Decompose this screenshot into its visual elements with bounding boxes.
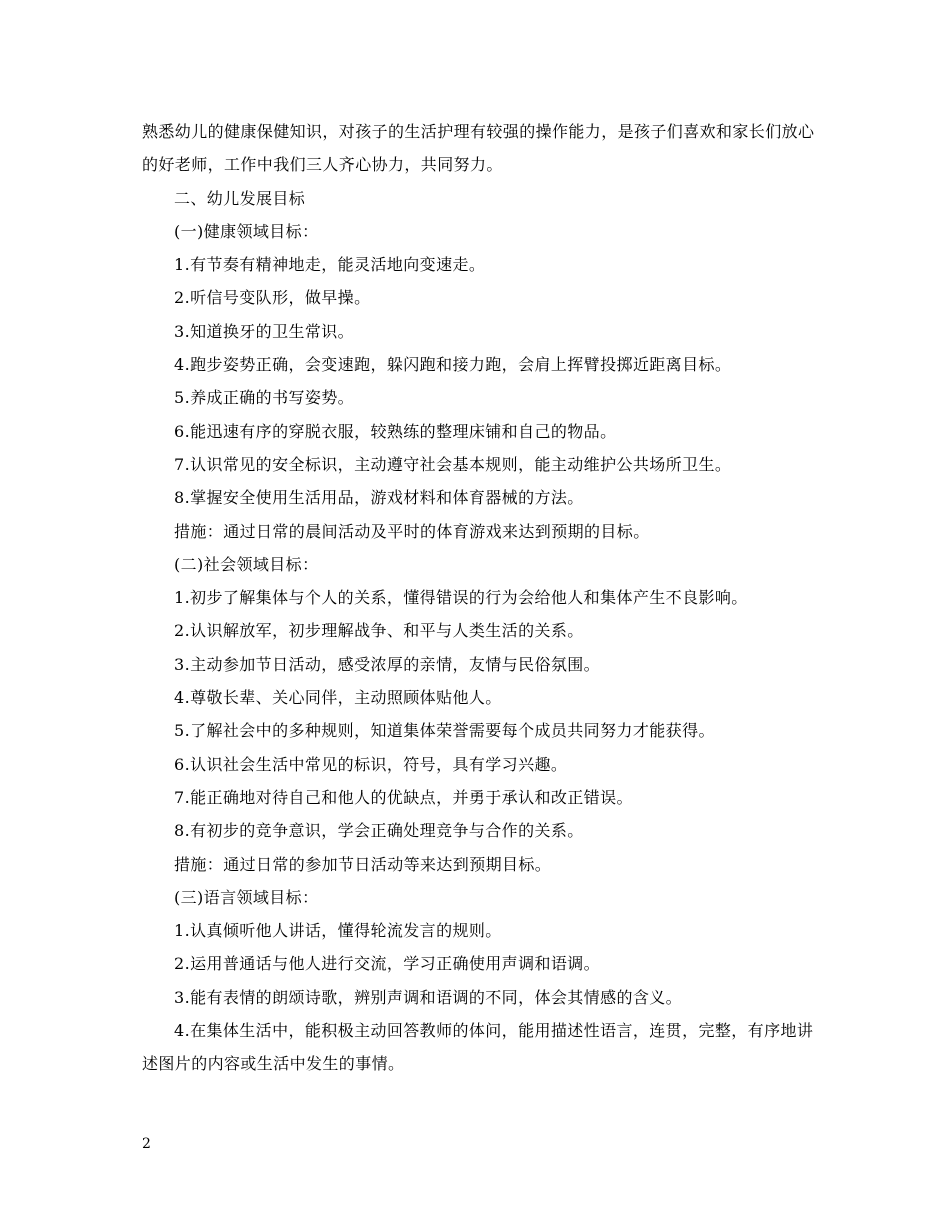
list-item: 1.有节奏有精神地走，能灵活地向变速走。 xyxy=(174,255,486,275)
section-heading: 二、幼儿发展目标 xyxy=(174,188,306,208)
subsection-heading: (三)语言领域目标： xyxy=(174,887,319,907)
list-item: 6.认识社会生活中常见的标识，符号，具有学习兴趣。 xyxy=(174,754,568,774)
subsection-heading: (一)健康领域目标： xyxy=(174,221,319,241)
list-item: 4.尊敬长辈、关心同伴，主动照顾体贴他人。 xyxy=(174,688,502,708)
list-item: 3.知道换牙的卫生常识。 xyxy=(174,321,355,341)
list-item: 7.认识常见的安全标识，主动遵守社会基本规则，能主动维护公共场所卫生。 xyxy=(174,454,732,474)
subsection-heading: (二)社会领域目标： xyxy=(174,554,319,574)
list-item: 2.听信号变队形，做早操。 xyxy=(174,288,371,308)
list-item: 8.有初步的竞争意识，学会正确处理竞争与合作的关系。 xyxy=(174,821,584,841)
list-item: 1.初步了解集体与个人的关系，懂得错误的行为会给他人和集体产生不良影响。 xyxy=(174,588,748,608)
list-item: 8.掌握安全使用生活用品，游戏材料和体育器械的方法。 xyxy=(174,488,584,508)
list-item: 2.认识解放军，初步理解战争、和平与人类生活的关系。 xyxy=(174,621,584,641)
list-item: 4.跑步姿势正确，会变速跑，躲闪跑和接力跑，会肩上挥臂投掷近距离目标。 xyxy=(174,355,732,375)
list-item: 3.能有表情的朗颂诗歌，辨别声调和语调的不同，体会其情感的含义。 xyxy=(174,987,683,1007)
list-item: 5.了解社会中的多种规则，知道集体荣誉需要每个成员共同努力才能获得。 xyxy=(174,721,715,741)
page-number: 2 xyxy=(142,1136,151,1152)
measures-paragraph: 措施：通过日常的晨间活动及平时的体育游戏来达到预期的目标。 xyxy=(174,521,650,541)
list-item: 1.认真倾听他人讲话，懂得轮流发言的规则。 xyxy=(174,921,502,941)
list-item: 5.养成正确的书写姿势。 xyxy=(174,388,355,408)
list-item: 3.主动参加节日活动，感受浓厚的亲情，友情与民俗氛围。 xyxy=(174,654,601,674)
list-item: 4.在集体生活中，能积极主动回答教师的体问，能用描述性语言，连贯，完整，有序地讲述图片的内容或生活中发生的事情。 xyxy=(142,1021,814,1074)
list-item: 7.能正确地对待自己和他人的优缺点，并勇于承认和改正错误。 xyxy=(174,787,633,807)
list-item: 6.能迅速有序的穿脱衣服，较熟练的整理床铺和自己的物品。 xyxy=(174,421,617,441)
measures-paragraph: 措施：通过日常的参加节日活动等来达到预期目标。 xyxy=(174,854,552,874)
document-body xyxy=(142,115,822,1081)
continued-paragraph: 熟悉幼儿的健康保健知识，对孩子的生活护理有较强的操作能力，是孩子们喜欢和家长们放心的好老师，工作中我们三人齐心协力，共同努力。 xyxy=(142,122,815,175)
list-item: 2.运用普通话与他人进行交流，学习正确使用声调和语调。 xyxy=(174,954,601,974)
